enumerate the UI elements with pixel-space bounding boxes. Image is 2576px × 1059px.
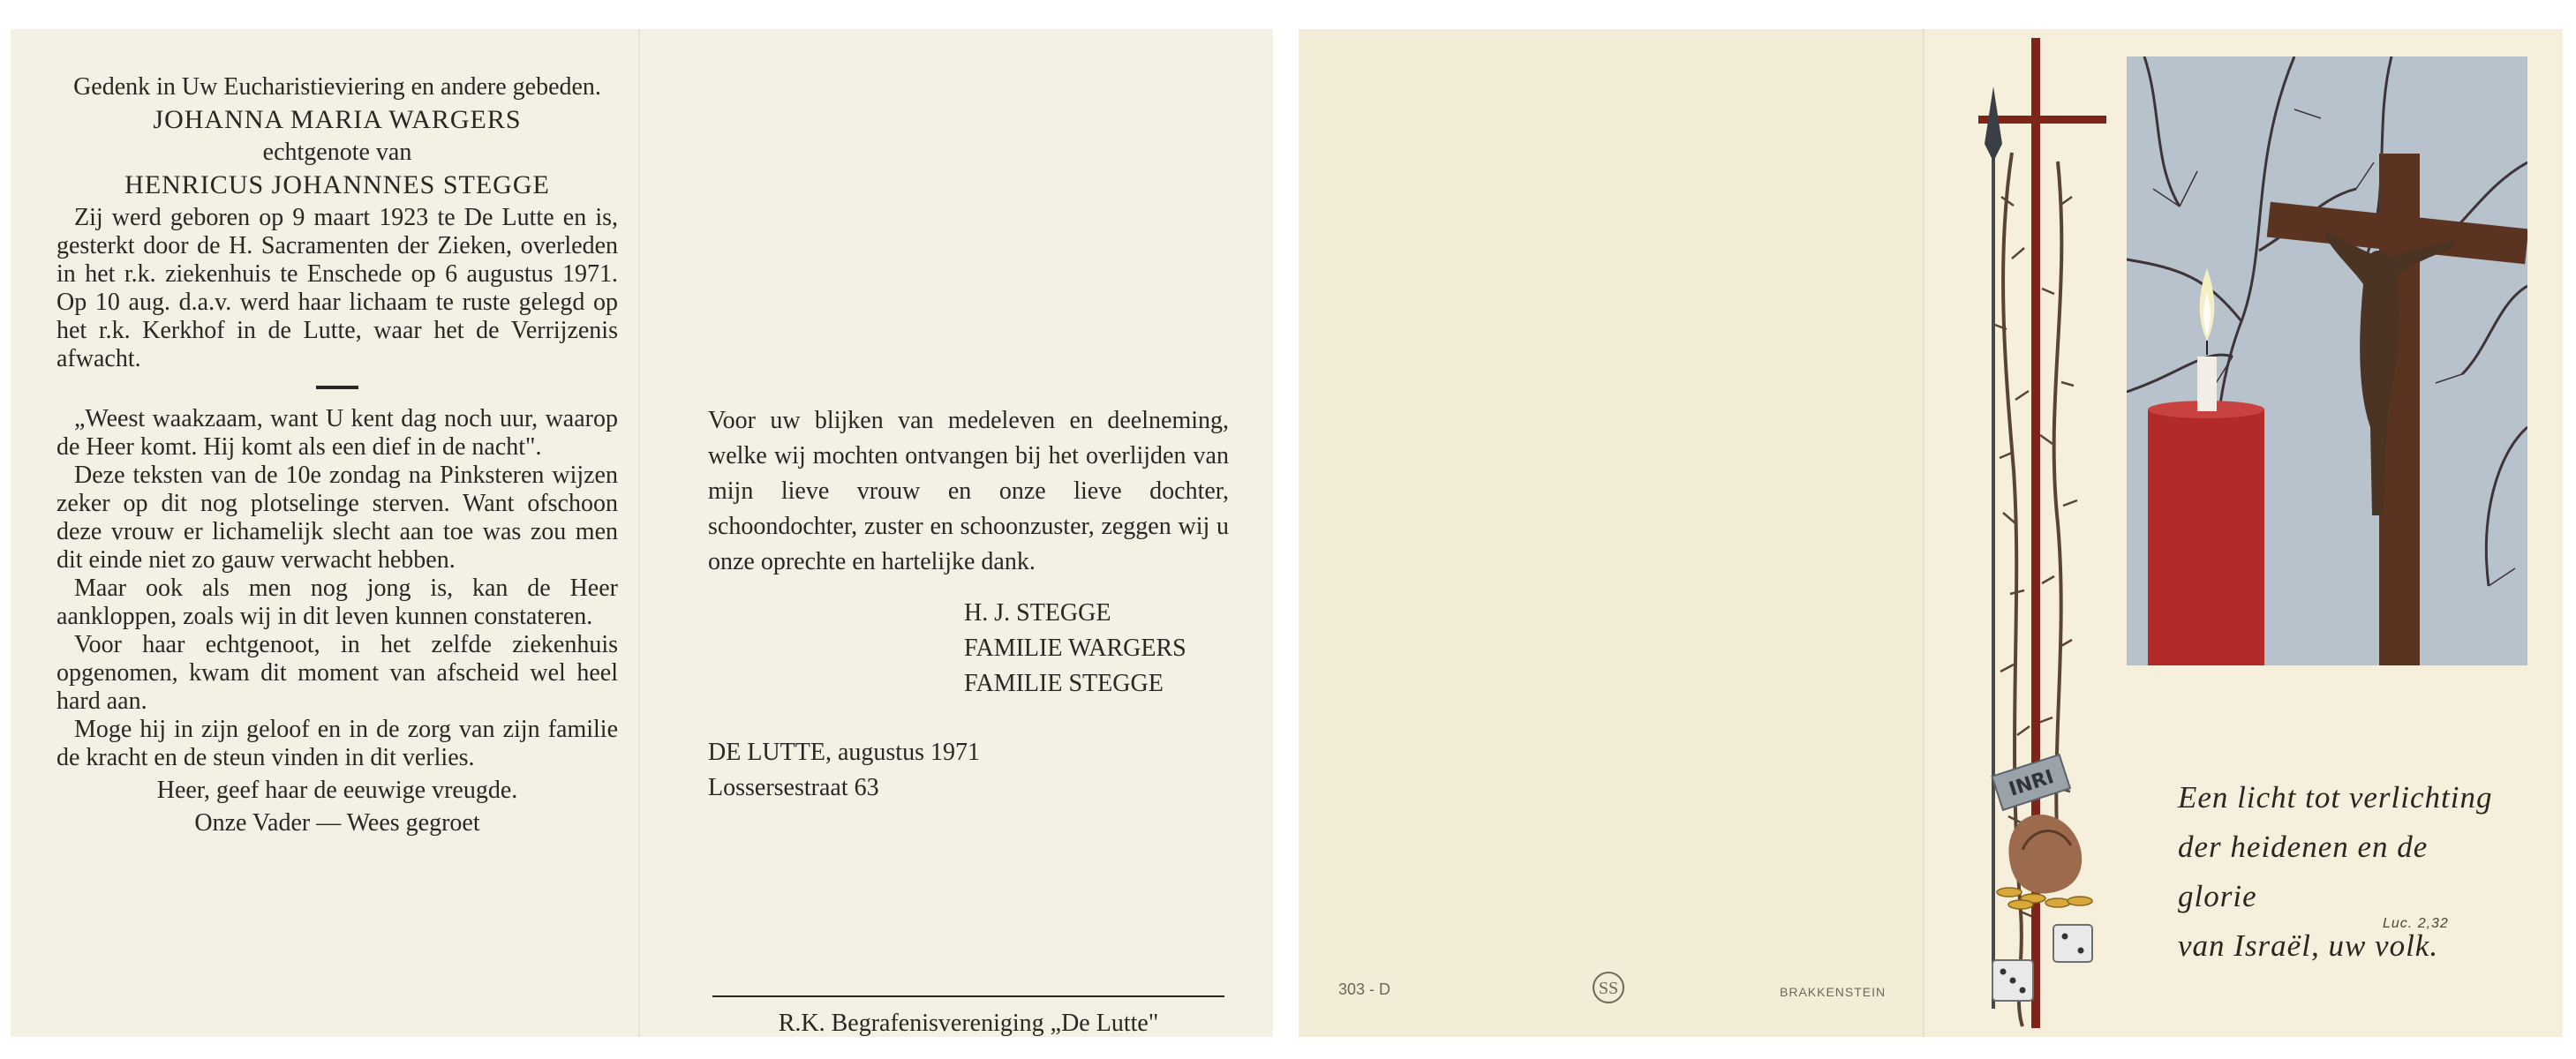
address: Lossersestraat 63 <box>708 774 879 801</box>
biography-paragraph: Zij werd geboren op 9 maart 1923 te De Lutte en is, gesterkt door de H. Sacramenten der Zieken, overleden in het r.k. ziekenhuis te Enschede op 6 augustus 1971. Op 10 aug. d.a.v. werd haar lichaam te ruste gelegd op het r.k. Kerkhof in de Lutte, waar het de Verrijzenis afwacht. <box>56 204 618 372</box>
prayers-closing: Onze Vader — Wees gegroet <box>194 809 480 837</box>
publisher-logo-icon <box>1590 969 1627 1006</box>
signature-line: FAMILIE WARGERS <box>964 635 1186 662</box>
reflection-paragraph: Voor haar echtgenoot, in het zelfde ziekenhuis opgenomen, kwam dit moment van afscheid wel heel hard aan. <box>56 631 618 715</box>
burial-association: R.K. Begrafenisvereniging „De Lutte" <box>778 1010 1159 1037</box>
footer-rule <box>712 995 1224 997</box>
memorial-card-inside <box>11 29 1273 1037</box>
signature-line: H. J. STEGGE <box>964 599 1111 627</box>
reflection-paragraph: Maar ook als men nog jong is, kan de Heer aankloppen, zoals wij in dit leven kunnen constateren. <box>56 575 618 630</box>
separator-dash <box>316 386 358 389</box>
inri-inscription: INRI <box>2006 765 2057 801</box>
card-fold <box>638 29 640 1037</box>
spouse-name: HENRICUS JOHANNNES STEGGE <box>124 170 550 199</box>
relation-text: echtgenote van <box>262 139 412 166</box>
scripture-quote: „Weest waakzaam, want U kent dag noch uur, waarop de Heer komt. Hij komt als een dief in de nacht". <box>56 405 618 461</box>
memorial-card-outside <box>1299 29 2563 1037</box>
place-date: DE LUTTE, augustus 1971 <box>708 739 980 766</box>
candle <box>2148 409 2264 665</box>
verse-reference: Luc. 2,32 <box>2383 916 2449 931</box>
obituary-panel <box>56 73 618 837</box>
thanks-text: Voor uw blijken van medeleven en deelneming, welke wij mochten ontvangen bij het overlijden van mijn lieve vrouw en onze lieve dochter, schoondochter, zuster en schoonzuster, zeggen wij u onze oprechte en hartelijke dank. <box>708 407 1229 575</box>
publisher-monogram: SS <box>1598 979 1619 998</box>
cross-illustration <box>1961 29 2128 1037</box>
prayer-line: Heer, geef haar de eeuwige vreugde. <box>156 777 518 804</box>
deceased-name: JOHANNA MARIA WARGERS <box>153 105 522 134</box>
thanks-panel <box>708 403 1229 806</box>
verse-line: der heidenen en de glorie <box>2178 830 2429 913</box>
signature-line: FAMILIE STEGGE <box>964 670 1164 697</box>
reflection-paragraph: Deze teksten van de 10e zondag na Pinksteren wijzen zeker op dit nog plotselinge sterven. Want ofschoon deze vrouw er lichamelijk slecht aan toe was zou men dit einde niet zo gauw verwacht hebben. <box>56 462 618 574</box>
verse-line: Een licht tot verlichting <box>2178 780 2493 815</box>
card-code: 303 - D <box>1338 980 1391 998</box>
verse-line: van Israël, uw volk. <box>2178 928 2439 963</box>
publisher-name: BRAKKENSTEIN <box>1780 985 1887 999</box>
signature-block <box>708 596 1229 702</box>
reflection-paragraph: Moge hij in zijn geloof en in de zorg van zijn familie de kracht en de steun vinden in dit verlies. <box>56 716 618 771</box>
candle-crucifix-photo <box>2127 56 2527 665</box>
opening-line: Gedenk in Uw Eucharistieviering en andere gebeden. <box>73 73 601 101</box>
scripture-verse <box>2178 773 2496 971</box>
